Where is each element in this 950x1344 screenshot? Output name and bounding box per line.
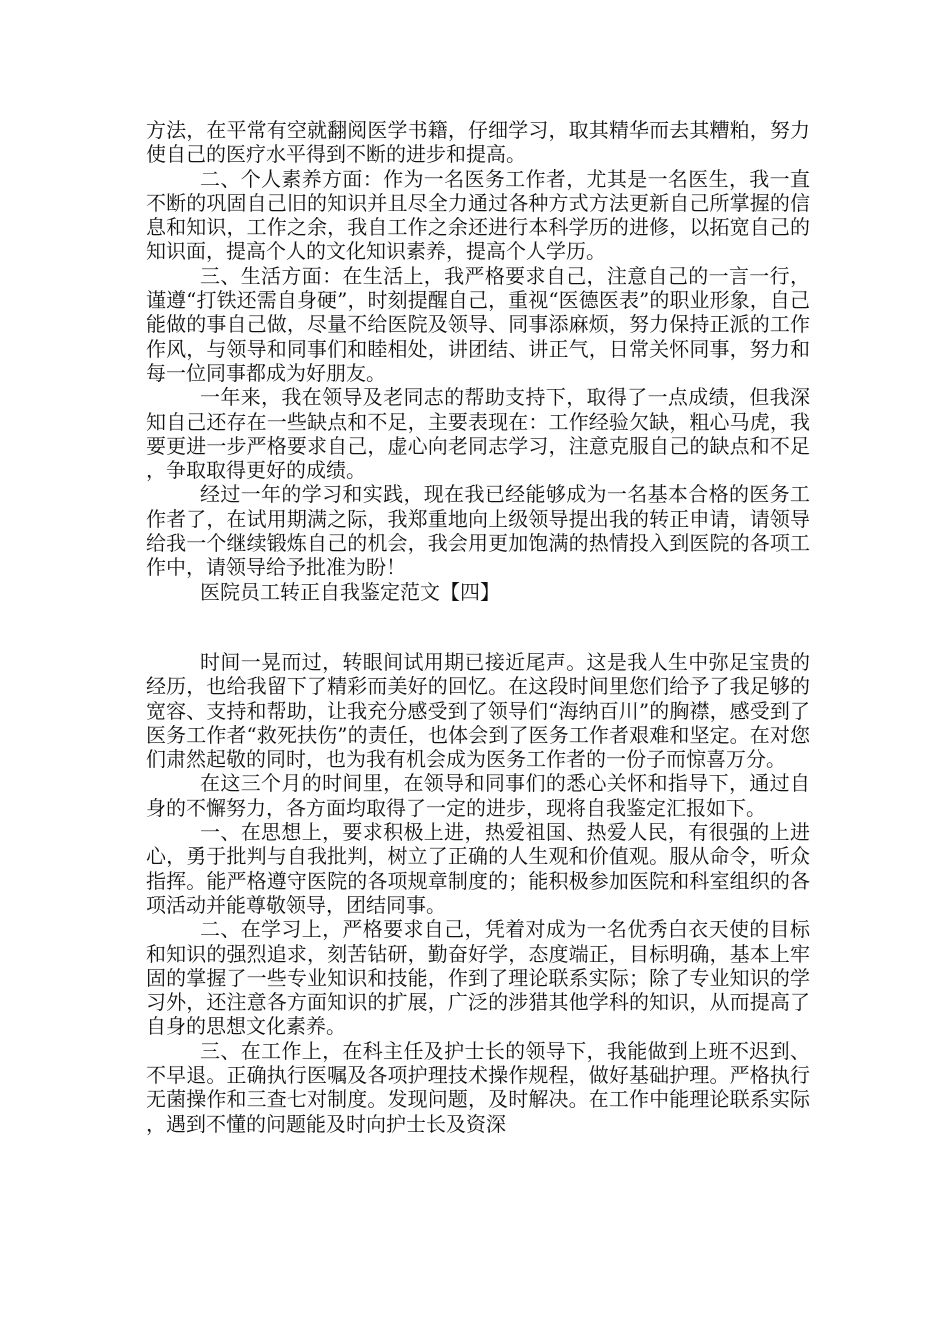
paragraph: 经过一年的学习和实践，现在我已经能够成为一名基本合格的医务工作者了，在试用期满之际，我郑重地向上级领导提出我的转正申请，请领导给我一个继续锻炼自己的机会，我会用更加饱满的热情投入到医院的各项工作中，请领导给予批准为盼！ [146,482,810,580]
paragraph: 时间一晃而过，转眼间试用期已接近尾声。这是我人生中弥足宝贵的经历，也给我留下了精彩而美好的回忆。在这段时间里您们给予了我足够的宽容、支持和帮助，让我充分感受到了领导们“海纳百川”的胸襟，感受到了医务工作者“救死扶伤”的责任，也体会到了医务工作者艰难和坚定。在对您们肃然起敬的同时，也为我有机会成为医务工作者的一份子而惊喜万分。 [146,649,810,772]
document-page [146,118,810,1136]
paragraph: 三、在工作上，在科主任及护士长的领导下，我能做到上班不迟到、不早退。正确执行医嘱及各项护理技术操作规程，做好基础护理。严格执行无菌操作和三查七对制度。发现问题，及时解决。在工作中能理论联系实际，遇到不懂的问题能及时向护士长及资深 [146,1038,810,1136]
paragraph: 在这三个月的时间里，在领导和同事们的悉心关怀和指导下，通过自身的不懈努力，各方面均取得了一定的进步，现将自我鉴定汇报如下。 [146,771,810,820]
paragraph: 三、生活方面：在生活上，我严格要求自己，注意自己的一言一行，谨遵“打铁还需自身硬”，时刻提醒自己，重视“医德医表”的职业形象，自己能做的事自己做，尽量不给医院及领导、同事添麻烦，努力保持正派的工作作风，与领导和同事们和睦相处，讲团结、讲正气，日常关怀同事，努力和每一位同事都成为好朋友。 [146,263,810,385]
paragraph: 方法，在平常有空就翻阅医学书籍，仔细学习，取其精华而去其糟粕，努力使自己的医疗水平得到不断的进步和提高。 [146,118,810,167]
blank-line [146,604,810,650]
paragraph: 二、在学习上，严格要求自己，凭着对成为一名优秀白衣天使的目标和知识的强烈追求，刻苦钻研，勤奋好学，态度端正，目标明确，基本上牢固的掌握了一些专业知识和技能，作到了理论联系实际；除了专业知识的学习外，还注意各方面知识的扩展，广泛的涉猎其他学科的知识，从而提高了自身的思想文化素养。 [146,917,810,1039]
paragraph: 一、在思想上，要求积极上进，热爱祖国、热爱人民，有很强的上进心，勇于批判与自我批判，树立了正确的人生观和价值观。服从命令，听众指挥。能严格遵守医院的各项规章制度的；能积极参加医院和科室组织的各项活动并能尊敬领导，团结同事。 [146,820,810,917]
section-heading: 医院员工转正自我鉴定范文【四】 [200,579,500,604]
paragraph: 二、个人素养方面：作为一名医务工作者，尤其是一名医生，我一直不断的巩固自己旧的知识并且尽全力通过各种方式方法更新自己所掌握的信息和知识，工作之余，我自工作之余还进行本科学历的进修，以拓宽自己的知识面，提高个人的文化知识素养，提高个人学历。 [146,166,810,264]
paragraph: 一年来，我在领导及老同志的帮助支持下，取得了一点成绩，但我深知自己还存在一些缺点和不足，主要表现在：工作经验欠缺，粗心马虎，我要更进一步严格要求自己，虚心向老同志学习，注意克服自己的缺点和不足，争取取得更好的成绩。 [146,385,810,483]
